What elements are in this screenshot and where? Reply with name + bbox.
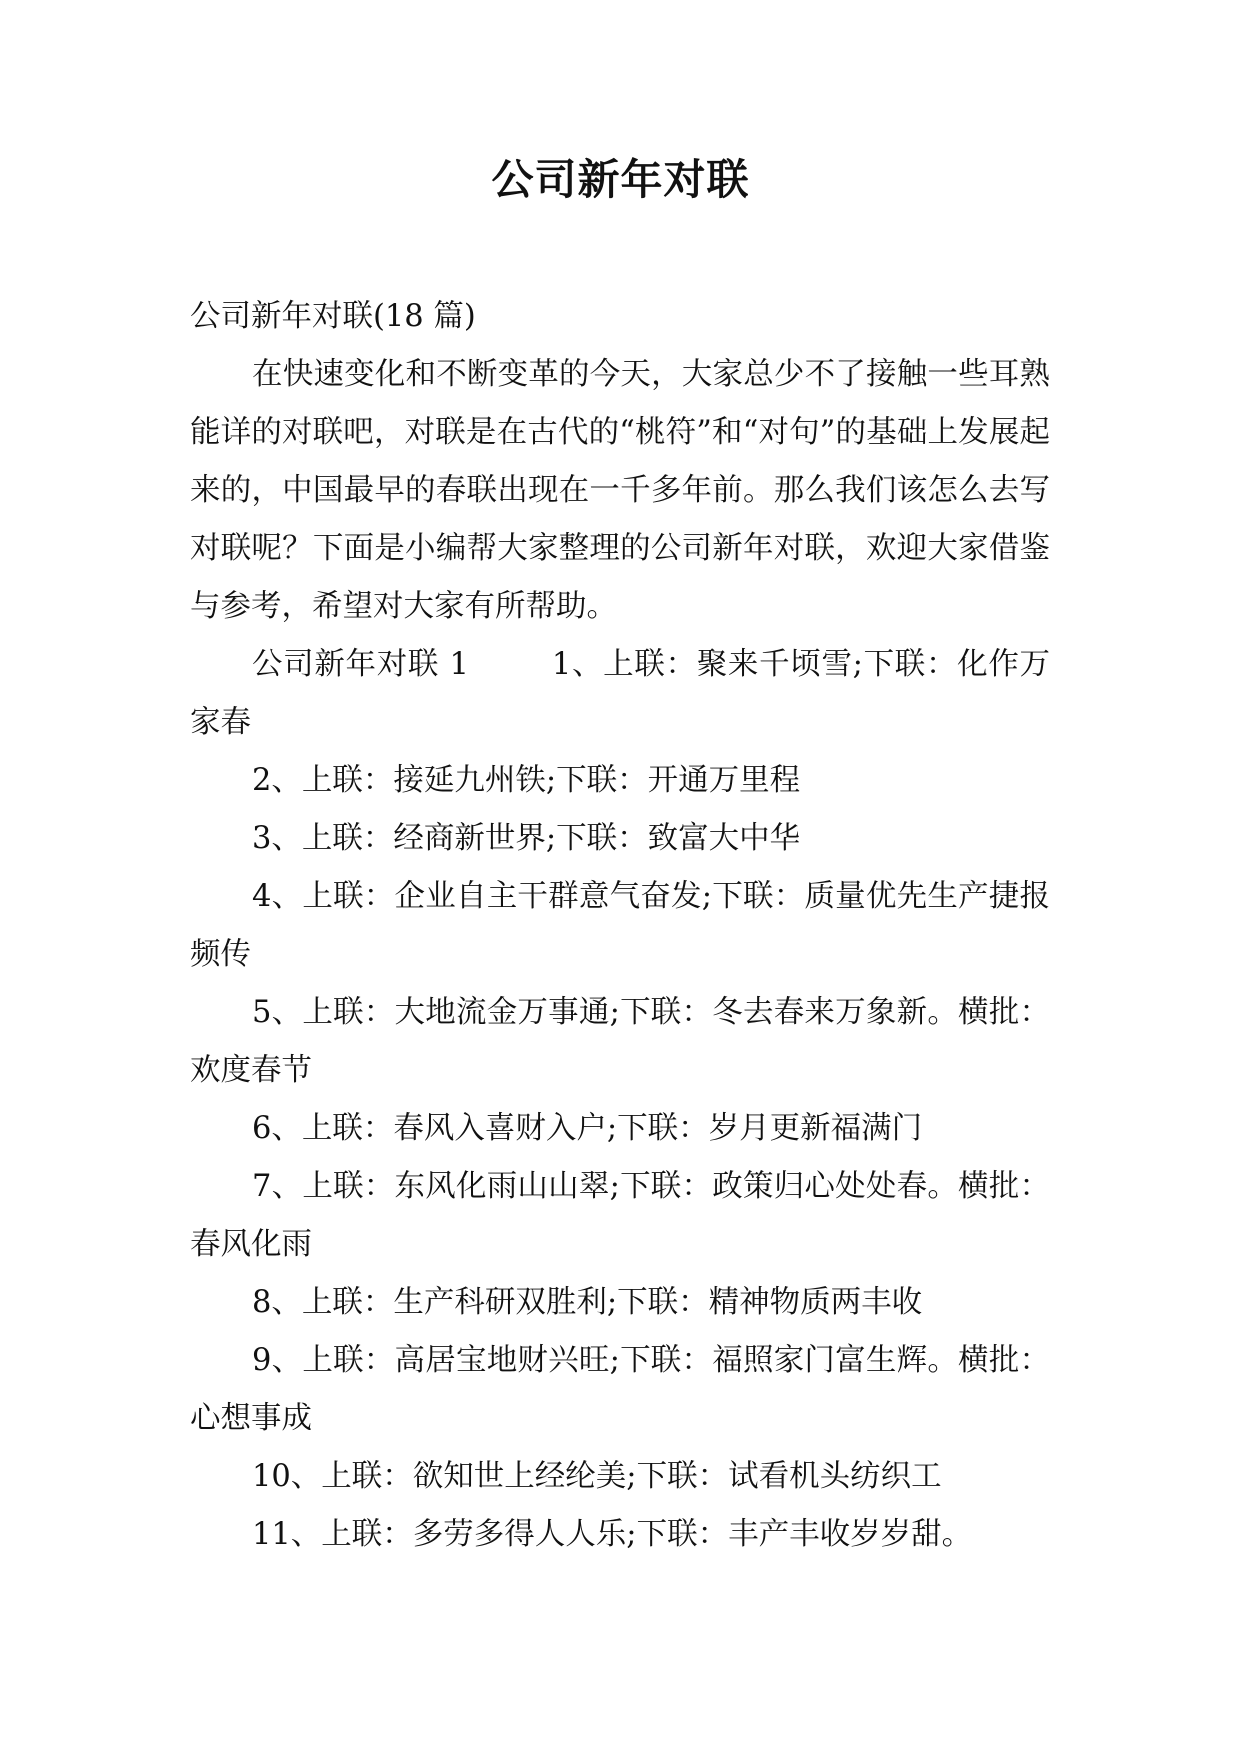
couplet-item: 4、上联：企业自主干群意气奋发;下联：质量优先生产捷报频传 bbox=[190, 879, 1050, 972]
couplet-item: 1、上联：聚来千顷雪;下联：化作万家春 bbox=[190, 647, 1050, 740]
intro-paragraph: 在快速变化和不断变革的今天，大家总少不了接触一些耳熟能详的对联吧，对联是在古代的“桃符”和“对句”的基础上发展起来的，中国最早的春联出现在一千多年前。那么我们该怎么去写对联呢？下面是小编帮大家整理的公司新年对联，欢迎大家借鉴与参考，希望对大家有所帮助。 bbox=[190, 357, 1050, 624]
section-gap bbox=[469, 647, 552, 682]
couplet-item: 9、上联：高居宝地财兴旺;下联：福照家门富生辉。横批：心想事成 bbox=[190, 1343, 1050, 1436]
section-1-first-line bbox=[190, 636, 1050, 752]
couplet-item: 11、上联：多劳多得人人乐;下联：丰产丰收岁岁甜。 bbox=[252, 1517, 973, 1552]
section-1-heading: 公司新年对联 1 bbox=[252, 647, 469, 682]
couplet-item: 5、上联：大地流金万事通;下联：冬去春来万象新。横批：欢度春节 bbox=[190, 995, 1050, 1088]
couplet-item: 3、上联：经商新世界;下联：致富大中华 bbox=[252, 821, 801, 856]
document-subtitle: 公司新年对联(18 篇) bbox=[190, 299, 476, 334]
document-body bbox=[190, 288, 1050, 1564]
couplet-item: 6、上联：春风入喜财入户;下联：岁月更新福满门 bbox=[252, 1111, 923, 1146]
page-title: 公司新年对联 bbox=[491, 155, 750, 204]
couplet-item: 10、上联：欲知世上经纶美;下联：试看机头纺织工 bbox=[252, 1459, 942, 1494]
couplet-item: 7、上联：东风化雨山山翠;下联：政策归心处处春。横批：春风化雨 bbox=[190, 1169, 1050, 1262]
couplet-item: 2、上联：接延九州铁;下联：开通万里程 bbox=[252, 763, 801, 798]
couplet-item: 8、上联：生产科研双胜利;下联：精神物质两丰收 bbox=[252, 1285, 923, 1320]
